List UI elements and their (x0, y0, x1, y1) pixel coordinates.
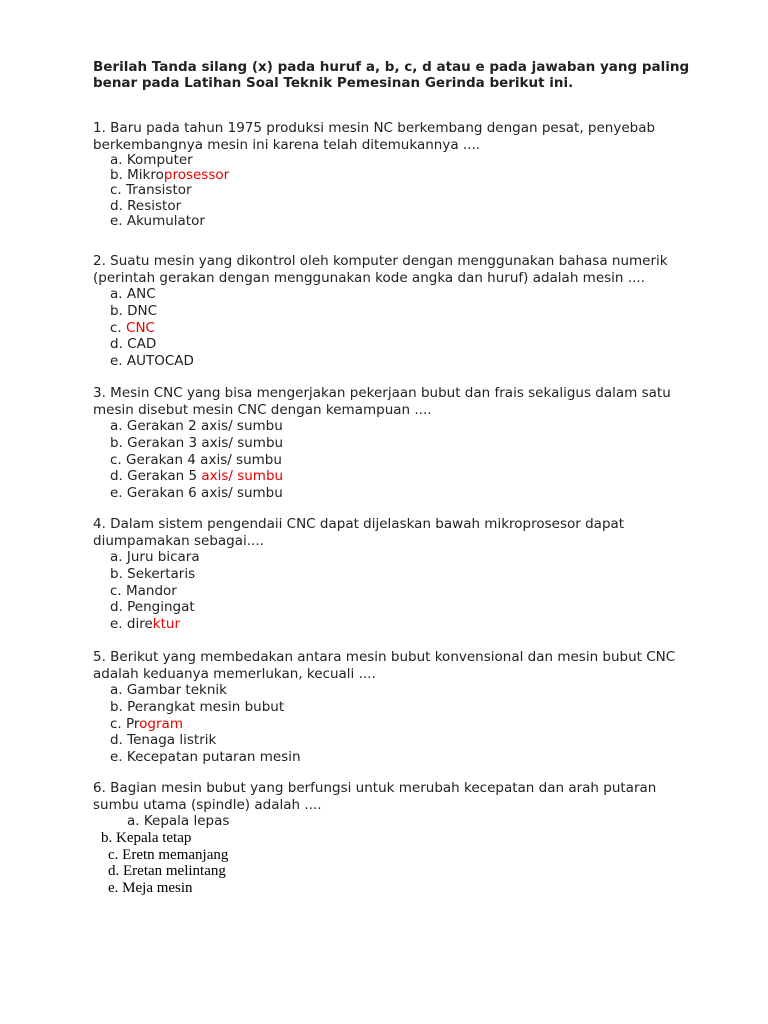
option-c: c. Eretn memanjang (108, 846, 229, 863)
option-a: a. Gerakan 2 axis/ sumbu (110, 418, 283, 434)
option-b: b. Perangkat mesin bubut (110, 698, 285, 715)
option-c: c. CNC (110, 319, 155, 336)
option-a: a. Juru bicara (110, 549, 200, 565)
option-e: e. Kecepatan putaran mesin (110, 749, 301, 766)
option-c: c. Program (110, 715, 183, 732)
option-d: d. Resistor (110, 197, 182, 214)
question-stem: 2. Suatu mesin yang dikontrol oleh komputer dengan menggunakan bahasa numerik (perintah gerakan dengan menggunakan kode angka dan huruf) adalah mesin .... (93, 253, 668, 286)
option-e: e. AUTOCAD (110, 353, 194, 370)
option-b: b. Mikroprosessor (110, 167, 230, 184)
option-list (93, 682, 693, 766)
question-1 (93, 120, 693, 229)
option-list (93, 813, 693, 897)
option-list (93, 286, 693, 370)
option-e: e. Akumulator (110, 212, 205, 229)
question-2 (93, 253, 693, 370)
option-b: b. Sekertaris (110, 565, 196, 582)
option-a: a. Kepala lepas (127, 813, 230, 829)
option-a: a. Gambar teknik (110, 682, 227, 698)
question-6 (93, 780, 693, 897)
answer-highlight: CNC (126, 319, 155, 336)
option-a: a. Komputer (110, 152, 193, 168)
option-d: d. Eretan melintang (108, 863, 226, 880)
question-stem: 4. Dalam sistem pengendaii CNC dapat dijelaskan bawah mikroprosesor dapat diumpamakan sebagai.... (93, 516, 625, 549)
question-stem: 3. Mesin CNC yang bisa mengerjakan pekerjaan bubut dan frais sekaligus dalam satu mesin disebut mesin CNC dengan kemampuan .... (93, 385, 671, 418)
instruction-heading: Berilah Tanda silang (x) pada huruf a, b, c, d atau e pada jawaban yang paling benar pada Latihan Soal Teknik Pemesinan Gerinda berikut ini. (93, 59, 690, 91)
answer-highlight: ktur (152, 616, 180, 633)
question-3 (93, 385, 693, 502)
option-c: c. Mandor (110, 582, 177, 599)
question-stem: 6. Bagian mesin bubut yang berfungsi untuk merubah kecepatan dan arah putaran sumbu utama (spindle) adalah .... (93, 780, 657, 813)
question-stem: 5. Berikut yang membedakan antara mesin bubut konvensional dan mesin bubut CNC adalah keduanya memerlukan, kecuali .... (93, 649, 676, 682)
option-d: d. Pengingat (110, 599, 195, 616)
option-b: b. DNC (110, 302, 158, 319)
option-e: e. Gerakan 6 axis/ sumbu (110, 485, 283, 502)
option-b: b. Gerakan 3 axis/ sumbu (110, 434, 284, 451)
question-4 (93, 516, 693, 633)
option-a: a. ANC (110, 286, 156, 302)
option-e: e. direktur (110, 616, 180, 633)
answer-highlight: ogram (139, 715, 183, 732)
option-list (93, 153, 693, 229)
option-c: c. Gerakan 4 axis/ sumbu (110, 451, 282, 468)
option-d: d. Tenaga listrik (110, 732, 217, 749)
option-e: e. Meja mesin (108, 880, 193, 897)
option-b: b. Kepala tetap (101, 829, 192, 846)
question-stem: 1. Baru pada tahun 1975 produksi mesin NC berkembang dengan pesat, penyebab berkembangnya mesin ini karena telah ditemukannya .... (93, 120, 656, 153)
option-d: d. CAD (110, 336, 157, 353)
option-c: c. Transistor (110, 182, 192, 199)
option-d: d. Gerakan 5 axis/ sumbu (110, 468, 284, 485)
answer-highlight: axis/ sumbu (201, 468, 284, 485)
option-list (93, 549, 693, 633)
answer-highlight: prosessor (163, 167, 230, 184)
option-list (93, 418, 693, 502)
question-5 (93, 649, 693, 766)
